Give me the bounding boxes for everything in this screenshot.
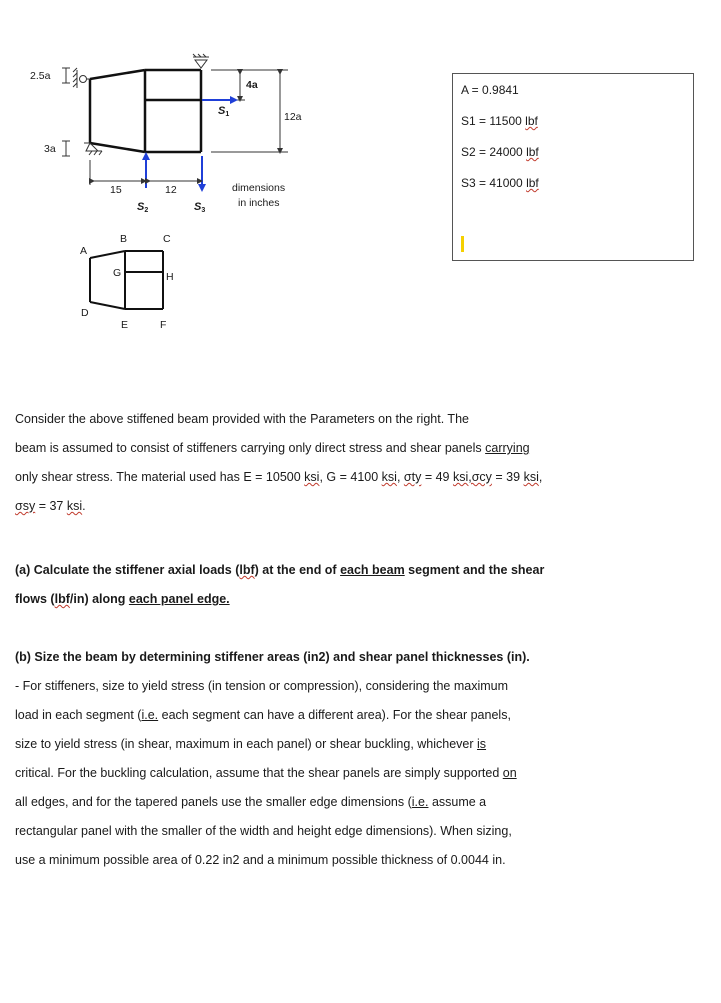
part-b-paragraph bbox=[15, 643, 610, 875]
part-b-line-3: load in each segment (i.e. each segment can have a different area). For the shear panels, bbox=[15, 708, 511, 722]
node-d-label: D bbox=[81, 307, 89, 319]
node-h-label: H bbox=[166, 271, 174, 283]
part-b-line-4: size to yield stress (in shear, maximum in each panel) or shear buckling, whichever is bbox=[15, 737, 487, 751]
node-c-label: C bbox=[163, 233, 171, 245]
beam-outline bbox=[90, 70, 201, 152]
part-b-line-5: critical. For the buckling calculation, assume that the shear panels are simply supported on bbox=[15, 766, 517, 780]
part-a-line-1: (a) Calculate the stiffener axial loads (lbf) at the end of each beam segment and the shear bbox=[15, 563, 545, 577]
param-s3: S3 = 41000 lbf bbox=[461, 176, 539, 190]
dimensions-label: dimensions bbox=[232, 182, 286, 194]
label-15: 15 bbox=[110, 184, 122, 196]
label-2-5a: 2.5a bbox=[30, 70, 51, 82]
intro-line-2: beam is assumed to consist of stiffeners carrying only direct stress and shear panels carrying bbox=[15, 441, 530, 455]
units-label: in inches bbox=[238, 197, 280, 209]
param-a: A = 0.9841 bbox=[461, 83, 519, 97]
node-f-label: F bbox=[160, 319, 167, 331]
node-e-label: E bbox=[121, 319, 129, 331]
node-b-label: B bbox=[120, 233, 128, 245]
label-12: 12 bbox=[165, 184, 177, 196]
intro-line-3: only shear stress. The material used has E = 10500 ksi, G = 4100 ksi, σty = 49 ksi,σcy = 39 ksi, bbox=[15, 470, 543, 484]
part-b-line-1: (b) Size the beam by determining stiffener areas (in2) and shear panel thicknesses (in). bbox=[15, 650, 530, 664]
left-supports bbox=[73, 68, 102, 155]
intro-line-1: Consider the above stiffened beam provided with the Parameters on the right. The bbox=[15, 412, 469, 426]
part-a-line-2: flows (lbf/in) along each panel edge. bbox=[15, 592, 230, 606]
stiffened-beam-figure bbox=[0, 0, 450, 345]
top-support bbox=[193, 54, 209, 68]
intro-line-4: σsy = 37 ksi. bbox=[15, 499, 86, 513]
load-s3-label: S3 bbox=[194, 201, 206, 214]
part-b-line-2: - For stiffeners, size to yield stress (in tension or compression), considering the maximum bbox=[15, 679, 509, 693]
load-s2-label: S2 bbox=[137, 201, 149, 214]
part-b-line-8: use a minimum possible area of 0.22 in2 and a minimum possible thickness of 0.0044 in. bbox=[15, 853, 506, 867]
part-b-line-6: all edges, and for the tapered panels use the smaller edge dimensions (i.e. assume a bbox=[15, 795, 487, 809]
text-cursor bbox=[461, 236, 464, 252]
dim-3a bbox=[44, 141, 70, 156]
node-a-label: A bbox=[80, 245, 88, 257]
label-4a: 4a bbox=[246, 79, 258, 91]
node-g-label: G bbox=[113, 267, 122, 279]
param-s1: S1 = 11500 lbf bbox=[461, 114, 538, 128]
intro-paragraph bbox=[15, 405, 610, 521]
label-12a: 12a bbox=[284, 111, 302, 123]
label-3a: 3a bbox=[44, 143, 56, 155]
dim-2-5a bbox=[30, 68, 70, 83]
parameters-textbox[interactable] bbox=[452, 73, 694, 261]
load-s1-label: S1 bbox=[218, 105, 230, 118]
part-a-paragraph bbox=[15, 556, 610, 614]
part-b-line-7: rectangular panel with the smaller of the width and height edge dimensions). When sizing, bbox=[15, 824, 512, 838]
node-diagram bbox=[90, 251, 163, 309]
param-s2: S2 = 24000 lbf bbox=[461, 145, 539, 159]
